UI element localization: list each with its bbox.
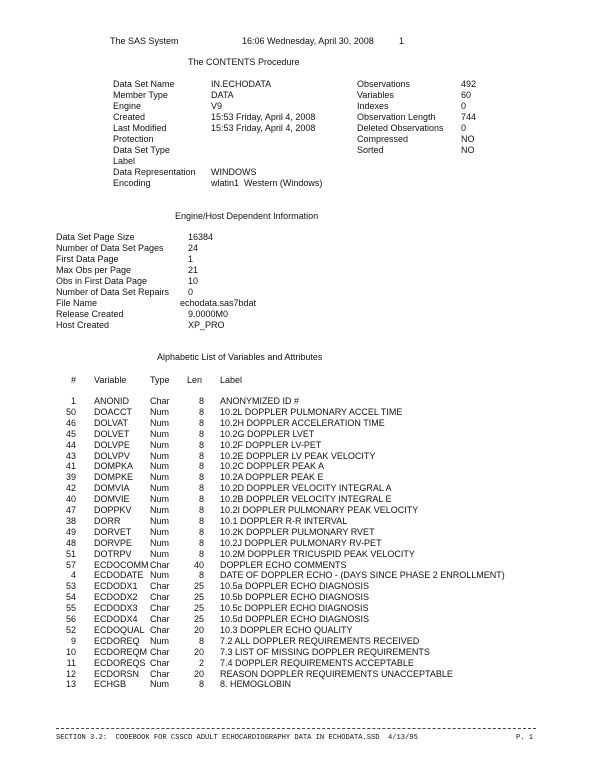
row-variable: DOACCT [94,406,132,417]
row-len: 8 [198,439,204,450]
row-label: 10.2B DOPPLER VELOCITY INTEGRAL E [220,494,392,505]
row-variable: ECDOREQ [94,635,140,646]
contents-left-value: 15:53 Friday, April 4, 2008 [211,123,316,133]
row-num: 13 [65,679,76,690]
table-row [0,625,600,636]
row-type: Num [150,450,170,461]
row-type: Num [150,417,170,428]
table-row [0,603,600,614]
contents-left-label: Label [113,156,136,166]
row-len: 25 [193,603,204,614]
table-row [0,581,600,592]
row-label: 10.2I DOPPLER PULMONARY PEAK VELOCITY [220,505,419,515]
row-type: Char [150,581,170,592]
contents-right-value: NO [461,134,475,144]
row-variable: DOMPKE [94,472,134,483]
row-len: 8 [198,450,204,461]
row-label: DATE OF DOPPLER ECHO - (DAYS SINCE PHASE 2 ENROLLMENT) [220,570,505,581]
row-len: 8 [198,570,204,581]
contents-left-label: Encoding [113,178,151,188]
engine-info-label: File Name [56,298,98,308]
row-len: 8 [198,537,204,548]
row-num: 11 [66,657,76,668]
row-num: 1 [70,396,76,406]
row-label: 10.3 DOPPLER ECHO QUALITY [220,624,353,635]
contents-left-label: Engine [113,101,142,111]
row-variable: ECDODX1 [94,581,138,592]
row-type: Num [150,537,170,548]
table-row [0,429,600,440]
row-type: Char [150,657,170,668]
row-len: 25 [193,614,204,624]
row-label: 10.1 DOPPLER R-R INTERVAL [220,515,348,526]
row-variable: ECHGB [94,679,127,690]
row-len: 8 [198,472,204,483]
table-row [0,516,600,527]
contents-right-value: 0 [461,123,467,133]
row-variable: DOTRPV [94,548,132,559]
row-variable: ECDOCOMM [94,559,149,570]
row-variable: DOLVPV [94,450,130,461]
row-type: Num [150,635,170,646]
row-num: 41 [65,461,76,472]
row-len: 20 [193,624,204,635]
row-num: 44 [65,439,76,450]
table-row [0,461,600,472]
row-label: 10.2A DOPPLER PEAK E [220,472,324,483]
row-type: Char [150,668,170,679]
row-type: Num [150,472,170,483]
row-len: 25 [193,592,204,603]
col-header-label: Label [220,375,243,385]
row-type: Num [150,428,170,439]
engine-info-label: Host Created [56,320,110,330]
row-label: 10.5a DOPPLER ECHO DIAGNOSIS [220,581,370,592]
row-variable: ECDOQUAL [94,624,145,635]
row-len: 8 [198,548,204,559]
row-num: 50 [65,406,76,417]
row-type: Char [150,614,170,624]
row-type: Char [150,603,170,614]
row-num: 4 [70,570,76,581]
contents-left-label: Data Representation [113,167,196,177]
row-len: 8 [198,679,204,690]
table-row [0,679,600,690]
engine-section-title: Engine/Host Dependent Information [175,211,319,221]
engine-info-label: Max Obs per Page [56,265,132,275]
col-header-variable: Variable [94,375,127,385]
col-header-num: # [70,375,76,385]
engine-info-value: 1 [188,254,194,264]
row-label: ANONYMIZED ID # [220,396,300,406]
footer-divider [56,728,536,729]
row-variable: ECDODATE [94,570,144,581]
col-header-type: Type [150,375,170,385]
procedure-title: The CONTENTS Procedure [188,57,300,67]
contents-left-label: Data Set Type [113,145,170,155]
row-type: Num [150,505,170,515]
row-variable: ECDODX2 [94,592,138,603]
row-type: Num [150,439,170,450]
row-num: 43 [65,450,76,461]
row-num: 40 [65,494,76,505]
header-page-number: 1 [399,36,405,46]
table-row [0,418,600,429]
row-label: REASON DOPPLER REQUIREMENTS UNACCEPTABLE [220,668,453,679]
contents-left-value: V9 [211,101,223,111]
row-num: 12 [65,668,76,679]
row-label: 10.5b DOPPLER ECHO DIAGNOSIS [220,592,370,603]
row-variable: DOMVIA [94,483,130,494]
contents-right-label: Deleted Observations [357,123,444,133]
row-len: 20 [193,668,204,679]
row-label: 10.5c DOPPLER ECHO DIAGNOSIS [220,603,369,614]
row-variable: DOLVET [94,428,130,439]
row-label: 10.2H DOPPLER ACCELERATION TIME [220,417,385,428]
row-type: Num [150,494,170,505]
table-row [0,527,600,538]
contents-left-value: WINDOWS [211,167,257,177]
row-num: 53 [65,581,76,592]
engine-info-value: 16384 [188,232,214,242]
engine-info-value: 10 [188,276,199,286]
contents-left-label: Created [113,112,146,122]
table-row [0,483,600,494]
row-len: 40 [193,559,204,570]
row-variable: ANONID [94,396,130,406]
engine-info-value: 9.0000M0 [188,309,229,319]
row-num: 10 [65,646,76,657]
table-row [0,658,600,669]
row-num: 51 [65,548,76,559]
row-len: 8 [198,417,204,428]
contents-right-value: NO [461,145,475,155]
row-len: 25 [193,581,204,592]
contents-right-label: Observation Length [357,112,436,122]
row-label: 10.2J DOPPLER PULMONARY RV-PET [220,537,382,548]
table-row [0,494,600,505]
row-type: Num [150,515,170,526]
footer-section-text: SECTION 3.2: CODEBOOK FOR CSSCD ADULT ECHOCARDIOGRAPHY DATA IN ECHODATA.SSD 4/13/95 [56,734,418,742]
footer-page: P. 1 [516,734,534,742]
contents-right-label: Indexes [357,101,389,111]
row-variable: DOLVAT [94,417,129,428]
contents-right-label: Compressed [357,134,409,144]
row-len: 8 [198,461,204,472]
row-len: 8 [198,406,204,417]
row-label: 10.2G DOPPLER LVET [220,428,315,439]
contents-left-value: 15:53 Friday, April 4, 2008 [211,112,316,122]
row-label: 7.2 ALL DOPPLER REQUIREMENTS RECEIVED [220,635,420,646]
engine-info-value: 21 [188,265,199,275]
row-num: 56 [65,614,76,624]
contents-left-label: Member Type [113,90,168,100]
row-num: 42 [65,483,76,494]
row-variable: ECDORSN [94,668,140,679]
contents-right-value: 492 [461,79,477,89]
contents-left-value: wlatin1 Western (Windows) [211,178,323,188]
row-type: Num [150,526,170,537]
row-num: 54 [65,592,76,603]
row-len: 8 [198,635,204,646]
row-label: 10.2C DOPPLER PEAK A [220,461,325,472]
row-label: 10.2F DOPPLER LV-PET [220,439,322,450]
table-row [0,451,600,462]
row-type: Char [150,592,170,603]
table-row [0,560,600,571]
row-label: 7.3 LIST OF MISSING DOPPLER REQUIREMENTS [220,646,430,657]
row-num: 9 [70,635,76,646]
row-variable: ECDOREQS [94,657,146,668]
row-type: Num [150,679,170,690]
engine-info-label: Number of Data Set Repairs [56,287,170,297]
variables-section-title: Alphabetic List of Variables and Attributes [157,352,323,362]
row-label: 10.2K DOPPLER PULMONARY RVET [220,526,375,537]
engine-info-value: XP_PRO [188,320,225,330]
row-label: DOPPLER ECHO COMMENTS [220,559,347,570]
contents-left-value: IN.ECHODATA [211,79,272,89]
row-num: 57 [65,559,76,570]
contents-right-value: 60 [461,90,472,100]
row-len: 8 [198,505,204,515]
row-num: 38 [65,515,76,526]
row-variable: DOMVIE [94,494,130,505]
engine-info-value: 24 [188,243,199,253]
engine-info-value: 0 [188,287,194,297]
table-row [0,396,600,407]
contents-right-label: Observations [357,79,411,89]
engine-info-label: Release Created [56,309,124,319]
row-len: 8 [198,483,204,494]
row-num: 49 [65,526,76,537]
row-num: 47 [65,505,76,515]
row-type: Num [150,406,170,417]
row-variable: DOMPKA [94,461,134,472]
header-datetime: 16:06 Wednesday, April 30, 2008 [242,36,374,46]
engine-info-label: Obs in First Data Page [56,276,148,286]
row-num: 46 [65,417,76,428]
row-label: 10.2E DOPPLER LV PEAK VELOCITY [220,450,376,461]
col-header-len: Len [187,375,203,385]
row-label: 10.2D DOPPLER VELOCITY INTEGRAL A [220,483,392,494]
row-variable: ECDOREQM [94,646,148,657]
contents-right-label: Sorted [357,145,384,155]
contents-left-value: DATA [211,90,234,100]
row-variable: ECDODX3 [94,603,138,614]
row-type: Num [150,548,170,559]
row-num: 45 [65,428,76,439]
row-type: Num [150,461,170,472]
engine-info-label: Number of Data Set Pages [56,243,164,253]
row-num: 39 [65,472,76,483]
table-row [0,669,600,680]
row-len: 8 [198,428,204,439]
row-num: 48 [65,537,76,548]
row-type: Num [150,483,170,494]
row-variable: DORVET [94,526,132,537]
table-row [0,614,600,625]
row-len: 8 [198,396,204,406]
row-type: Char [150,624,170,635]
table-row [0,570,600,581]
engine-info-label: Data Set Page Size [56,232,135,242]
row-variable: DOLVPE [94,439,130,450]
row-variable: DOPPKV [94,505,132,515]
row-label: 8. HEMOGLOBIN [220,679,292,690]
contents-right-value: 744 [461,112,477,122]
row-variable: DORVPE [94,537,132,548]
contents-left-label: Data Set Name [113,79,175,89]
row-len: 2 [198,657,204,668]
contents-right-label: Variables [357,90,394,100]
contents-left-label: Protection [113,134,154,144]
row-label: 10.5d DOPPLER ECHO DIAGNOSIS [220,614,370,624]
row-len: 8 [198,494,204,505]
table-row [0,592,600,603]
engine-info-value: echodata.sas7bdat [180,298,257,308]
table-row [0,636,600,647]
row-type: Char [150,646,170,657]
row-type: Num [150,570,170,581]
table-row [0,407,600,418]
row-len: 8 [198,515,204,526]
row-len: 20 [193,646,204,657]
contents-left-label: Last Modified [113,123,167,133]
row-len: 8 [198,526,204,537]
row-label: 7.4 DOPPLER REQUIREMENTS ACCEPTABLE [220,657,414,668]
table-row [0,549,600,560]
table-row [0,440,600,451]
row-label: 10.2L DOPPLER PULMONARY ACCEL TIME [220,406,403,417]
contents-right-value: 0 [461,101,467,111]
table-row [0,505,600,516]
variables-table-header [0,375,600,386]
row-num: 55 [65,603,76,614]
row-variable: ECDODX4 [94,614,138,624]
row-num: 52 [65,624,76,635]
row-label: 10.2M DOPPLER TRICUSPID PEAK VELOCITY [220,548,415,559]
row-type: Char [150,396,170,406]
engine-info-label: First Data Page [56,254,119,264]
sas-system-title: The SAS System [110,36,179,46]
row-variable: DORR [94,515,121,526]
row-type: Char [150,559,170,570]
table-row [0,472,600,483]
table-row [0,647,600,658]
table-row [0,538,600,549]
